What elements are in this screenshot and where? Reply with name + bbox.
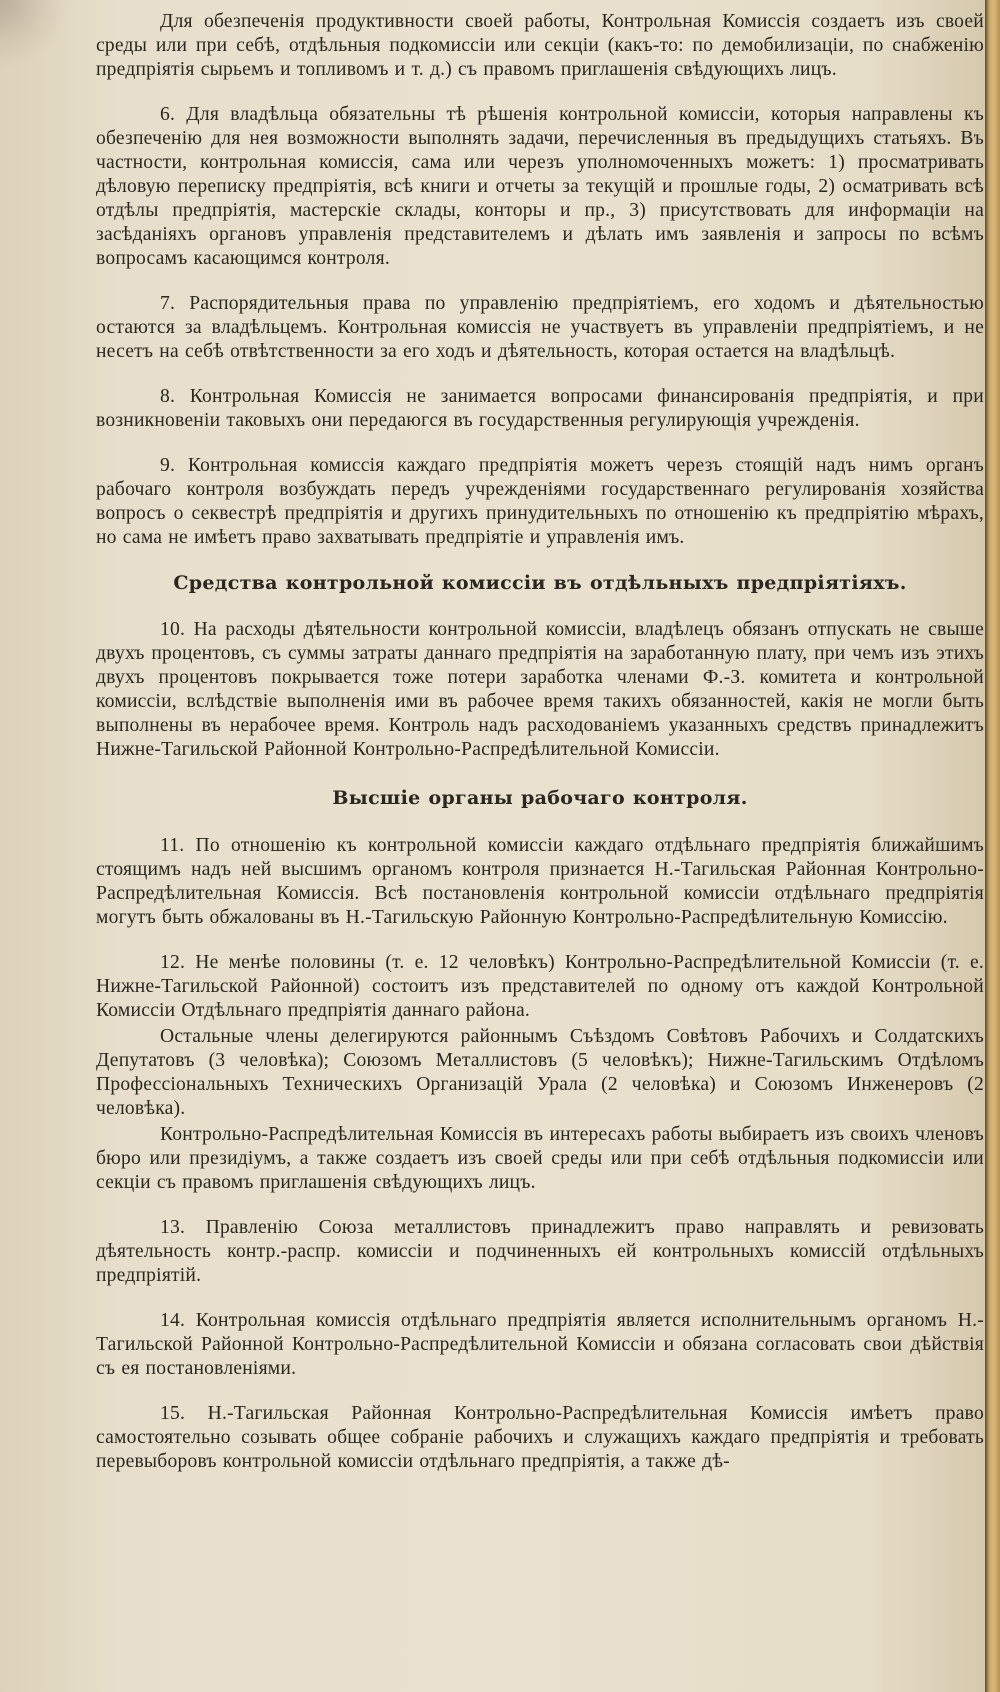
section-heading-higher-organs: Высшіе органы рабочаго контроля. — [332, 787, 748, 809]
paragraph-10: 10. На расходы дѣятельности контрольной комиссіи, владѣлецъ обязанъ отпускать не свыше двухъ процентовъ, съ суммы затраты даннаго предпріятія на заработанную плату, при чемъ изъ этихъ двухъ процентовъ покрывается тоже потери заработка членами Ф.-З. комитета и контрольной комиссіи, вслѣдствіе выполненія ими въ рабочее время такихъ обязанностей, какія не могли быть выполнены въ нерабочее время. Контроль надъ расходованіемъ указанныхъ средствъ принадлежитъ Нижне-Тагильской Районной Контрольно-Распредѣлительной Комиссіи. — [96, 619, 984, 760]
adjacent-page-edge — [985, 0, 1000, 1692]
paragraph-14: 14. Контрольная комиссія отдѣльнаго предпріятія является исполнительнымъ органомъ Н.-Тагильской Районной Контрольно-Распредѣлительной Комиссіи и обязана согласовать свои дѣйствія съ ея постановленіями. — [96, 1310, 984, 1379]
paragraph-12-bureau: Контрольно-Распредѣлительная Комиссія въ интересахъ работы выбираетъ изъ своихъ членовъ бюро или президіумъ, а также создаетъ изъ своей среды или при себѣ отдѣльныя подкомиссіи или секціи съ правомъ приглашенія свѣдующихъ лицъ. — [96, 1124, 984, 1193]
paragraph-12: 12. Не менѣе половины (т. е. 12 человѣкъ) Контрольно-Распредѣлительной Комиссіи (т. е. Нижне-Тагильской Районной) состоитъ изъ представителей по одному отъ каждой Контрольной Комиссіи Отдѣльнаго предпріятія даннаго района. — [96, 952, 984, 1021]
paragraph-15: 15. Н.-Тагильская Районная Контрольно-Распредѣлительная Комиссія имѣетъ право самостоятельно созывать общее собраніе рабочихъ и служащихъ каждаго предпріятія и требовать перевыборовъ контрольной комиссіи отдѣльнаго предпріятія, а также дѣ- — [96, 1403, 984, 1472]
section-heading-funds: Средства контрольной комиссіи въ отдѣльныхъ предпріятіяхъ. — [173, 572, 907, 594]
document-body — [96, 10, 984, 1495]
paragraph-7: 7. Распорядительныя права по управленію предпріятіемъ, его ходомъ и дѣятельностью остаются за владѣльцемъ. Контрольная комиссія не участвуетъ въ управленіи предпріятіемъ, и не несетъ на себѣ отвѣтственности за его ходъ и дѣятельность, которая остается на владѣльцѣ. — [96, 293, 984, 362]
paragraph-subcommissions: Для обезпеченія продуктивности своей работы, Контрольная Комиссія создаетъ изъ своей среды или при себѣ, отдѣльныя подкомиссіи или секціи (какъ-то: по демобилизаціи, по снабженію предпріятія сырьемъ и топливомъ и т. д.) съ правомъ приглашенія свѣдующихъ лицъ. — [96, 11, 984, 80]
paragraph-6: 6. Для владѣльца обязательны тѣ рѣшенія контрольной комиссіи, которыя направлены къ обезпеченію для нея возможности выполнять задачи, перечисленныя въ предыдущихъ статьяхъ. Въ частности, контрольная комиссія, сама или черезъ уполномоченныхъ можетъ: 1) просматривать дѣловую переписку предпріятія, всѣ книги и отчеты за текущій и прошлые годы, 2) осматривать всѣ отдѣлы предпріятія, мастерскіе склады, конторы и пр., 3) присутствовать для информаціи на засѣданіяхъ органовъ управленія представителемъ и дѣлать имъ заявленія и запросы по всѣмъ вопросамъ касающимся контроля. — [96, 104, 984, 269]
paragraph-12-members: Остальные члены делегируются районнымъ Съѣздомъ Совѣтовъ Рабочихъ и Солдатскихъ Депутатовъ (3 человѣка); Союзомъ Металлистовъ (5 человѣкъ); Нижне-Тагильскимъ Отдѣломъ Профессіональныхъ Техническихъ Организацій Урала (2 человѣка) и Союзомъ Инженеровъ (2 человѣка). — [96, 1026, 984, 1119]
paragraph-8: 8. Контрольная Комиссія не занимается вопросами финансированія предпріятія, и при возникновеніи таковыхъ они передаюгся въ государственныя регулирующія учрежденія. — [96, 386, 984, 431]
paragraph-9: 9. Контрольная комиссія каждаго предпріятія можетъ черезъ стоящій надъ нимъ органъ рабочаго контроля возбуждать передъ учрежденіями государственнаго регулированія хозяйства вопросъ о секвестрѣ предпріятія и другихъ принудительныхъ по отношенію къ предпріятію мѣрахъ, но сама не имѣетъ право захватывать предпріятіе и управленія имъ. — [96, 455, 984, 548]
page-corner-fold — [0, 0, 70, 70]
paragraph-11: 11. По отношенію къ контрольной комиссіи каждаго отдѣльнаго предпріятія ближайшимъ стоящимъ надъ ней высшимъ органомъ контроля признается Н.-Тагильская Районная Контрольно-Распредѣлительная Комиссія. Всѣ постановленія контрольной комиссіи отдѣльнаго предпріятія могутъ быть обжалованы въ Н.-Тагильскую Районную Контрольно-Распредѣлительную Комиссію. — [96, 835, 984, 928]
paragraph-13: 13. Правленію Союза металлистовъ принадлежитъ право направлять и ревизовать дѣятельность контр.-распр. комиссіи и подчиненныхъ ей контрольныхъ комиссій отдѣльныхъ предпріятій. — [96, 1217, 984, 1286]
